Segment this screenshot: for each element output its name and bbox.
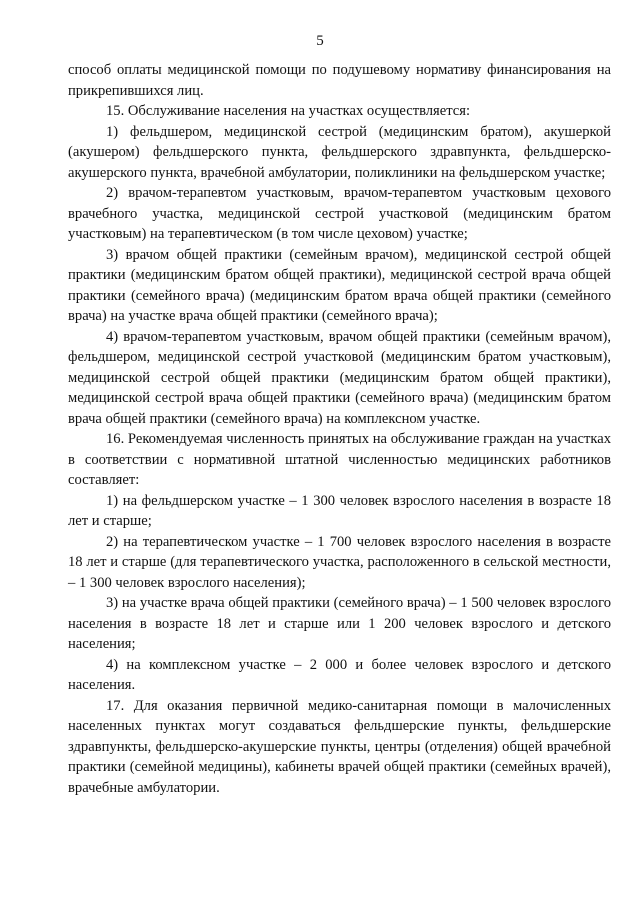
paragraph-15-item-1: 1) фельдшером, медицинской сестрой (медицинским братом), акушеркой (акушером) фельдшерского пункта, фельдшерского здравпункта, фельдшерско-акушерского пункта, врачебной амбулатории, поликлиники на фельдшерском участке; (68, 123, 611, 181)
paragraph-15-heading: 15. Обслуживание населения на участках осуществляется: (106, 103, 471, 119)
paragraph-16-heading: 16. Рекомендуемая численность принятых на обслуживание граждан на участках в соответствии с нормативной штатной численностью медицинских работников составляет: (68, 431, 611, 488)
paragraph-17: 17. Для оказания первичной медико-санитарная помощи в малочисленных населенных пунктах могут создаваться фельдшерские пункты, фельдшерские здравпункты, фельдшерско-акушерские пункты, центры (отделения) общей врачебной практики (семейной медицины), кабинеты врачей общей практики (семейных врачей), врачебные амбулатории. (68, 697, 611, 796)
page-number: 5 (316, 33, 324, 49)
paragraph-15-item-2: 2) врачом-терапевтом участковым, врачом-терапевтом участковым цехового врачебного участка, медицинской сестрой участковой (медицинским братом участковым) на терапевтическом (в том числе цеховом) участке; (68, 185, 611, 242)
paragraph-15-item-3: 3) врачом общей практики (семейным врачом), медицинской сестрой общей практики (медицинским братом общей практики), медицинской сестрой врача общей практики (семейного врача) (медицинским братом врача общей практики (семейного врача) на участке врача общей практики (семейного врача); (68, 246, 611, 324)
paragraph-16-item-2: 2) на терапевтическом участке – 1 700 человек взрослого населения в возрасте 18 лет и старше (для терапевтического участка, расположенного в сельской местности, – 1 300 человек взрослого населения); (68, 533, 611, 591)
paragraph-continuation: способ оплаты медицинской помощи по подушевому нормативу финансирования на прикрепившихся лиц. (68, 62, 611, 99)
paragraph-16-item-4: 4) на комплексном участке – 2 000 и более человек взрослого и детского населения. (68, 656, 611, 693)
document-body (68, 60, 611, 798)
paragraph-16-item-1: 1) на фельдшерском участке – 1 300 человек взрослого населения в возрасте 18 лет и старше; (68, 492, 611, 529)
paragraph-16-item-3: 3) на участке врача общей практики (семейного врача) – 1 500 человек взрослого населения в возрасте 18 лет и старше или 1 200 человек взрослого и детского населения; (68, 595, 611, 652)
paragraph-15-item-4: 4) врачом-терапевтом участковым, врачом общей практики (семейным врачом), фельдшером, медицинской сестрой участковой (медицинским братом участковым), медицинской сестрой общей практики (медицинским братом общей практики), медицинской сестрой врача общей практики (семейного врача) (медицинским братом врача общей практики (семейного врача) на комплексном участке. (68, 328, 611, 427)
